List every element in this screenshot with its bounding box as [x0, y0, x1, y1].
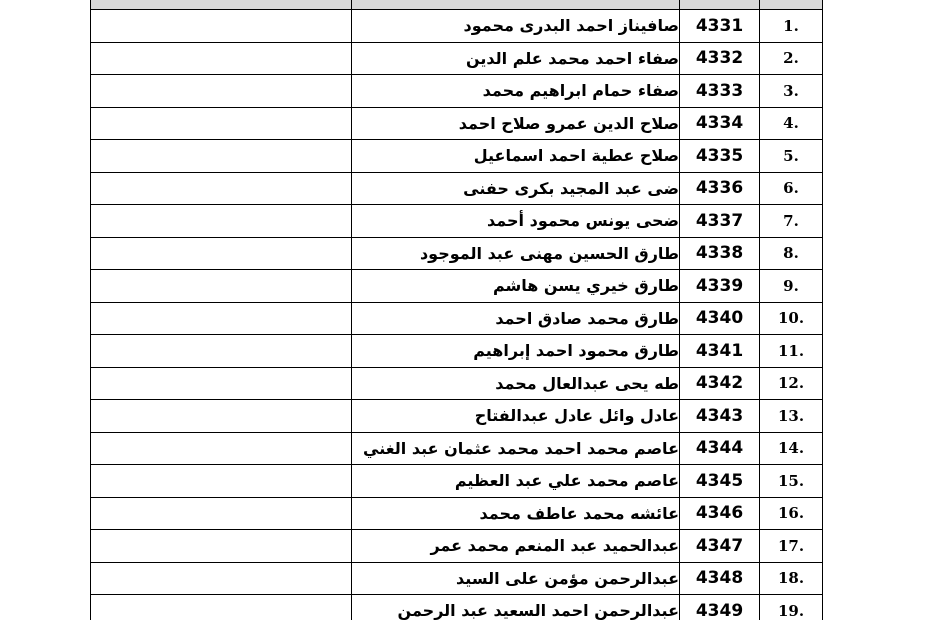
table-header-row — [91, 0, 823, 10]
notes-cell — [91, 205, 352, 238]
student-name: طارق محمد صادق احمد — [352, 302, 680, 335]
table-row — [91, 42, 823, 75]
table-row — [91, 400, 823, 433]
notes-cell — [91, 367, 352, 400]
table-row — [91, 205, 823, 238]
student-name: صفاء حمام ابراهيم محمد — [352, 75, 680, 108]
table-row — [91, 237, 823, 270]
header-cell-name — [352, 0, 680, 10]
notes-cell — [91, 270, 352, 303]
table-row — [91, 595, 823, 620]
student-code: 4333 — [680, 75, 760, 108]
table-row — [91, 140, 823, 173]
header-cell-notes — [91, 0, 352, 10]
student-code: 4342 — [680, 367, 760, 400]
student-code: 4344 — [680, 432, 760, 465]
table-row — [91, 107, 823, 140]
student-name: صلاح الدين عمرو صلاح احمد — [352, 107, 680, 140]
notes-cell — [91, 335, 352, 368]
table-row — [91, 75, 823, 108]
student-name: صفاء احمد محمد علم الدين — [352, 42, 680, 75]
notes-cell — [91, 237, 352, 270]
table-row — [91, 497, 823, 530]
student-name: عاصم محمد علي عبد العظيم — [352, 465, 680, 498]
student-name: صافيناز احمد البدرى محمود — [352, 10, 680, 43]
student-name: طه يحى عبدالعال محمد — [352, 367, 680, 400]
row-number: .18 — [760, 562, 823, 595]
student-code: 4334 — [680, 107, 760, 140]
table-row — [91, 10, 823, 43]
header-cell-code — [680, 0, 760, 10]
notes-cell — [91, 172, 352, 205]
notes-cell — [91, 75, 352, 108]
student-code: 4336 — [680, 172, 760, 205]
table-row — [91, 562, 823, 595]
student-name: صلاح عطية احمد اسماعيل — [352, 140, 680, 173]
row-number: .14 — [760, 432, 823, 465]
student-code: 4346 — [680, 497, 760, 530]
row-number: .12 — [760, 367, 823, 400]
student-name: ضى عبد المجيد بكرى حفنى — [352, 172, 680, 205]
row-number: .10 — [760, 302, 823, 335]
row-number: .7 — [760, 205, 823, 238]
notes-cell — [91, 302, 352, 335]
table-row — [91, 530, 823, 563]
notes-cell — [91, 465, 352, 498]
student-name: عاصم محمد احمد محمد عثمان عبد الغني — [352, 432, 680, 465]
student-code: 4343 — [680, 400, 760, 433]
student-name: عادل وائل عادل عبدالفتاح — [352, 400, 680, 433]
notes-cell — [91, 595, 352, 620]
student-roster-table — [90, 0, 823, 620]
row-number: .13 — [760, 400, 823, 433]
notes-cell — [91, 432, 352, 465]
student-name: عبدالرحمن احمد السعيد عبد الرحمن — [352, 595, 680, 620]
student-code: 4348 — [680, 562, 760, 595]
student-name: عبدالرحمن مؤمن على السيد — [352, 562, 680, 595]
header-cell-number — [760, 0, 823, 10]
row-number: .1 — [760, 10, 823, 43]
table-row — [91, 270, 823, 303]
table-row — [91, 367, 823, 400]
row-number: .4 — [760, 107, 823, 140]
row-number: .11 — [760, 335, 823, 368]
table-row — [91, 335, 823, 368]
student-code: 4335 — [680, 140, 760, 173]
student-name: ضحى يونس محمود أحمد — [352, 205, 680, 238]
roster-body — [91, 10, 823, 620]
student-code: 4340 — [680, 302, 760, 335]
table-row — [91, 302, 823, 335]
notes-cell — [91, 10, 352, 43]
row-number: .2 — [760, 42, 823, 75]
table-row — [91, 465, 823, 498]
notes-cell — [91, 562, 352, 595]
notes-cell — [91, 400, 352, 433]
student-code: 4347 — [680, 530, 760, 563]
row-number: .6 — [760, 172, 823, 205]
row-number: .8 — [760, 237, 823, 270]
row-number: .3 — [760, 75, 823, 108]
student-name: عبدالحميد عبد المنعم محمد عمر — [352, 530, 680, 563]
table-row — [91, 432, 823, 465]
notes-cell — [91, 42, 352, 75]
student-code: 4341 — [680, 335, 760, 368]
row-number: .15 — [760, 465, 823, 498]
student-code: 4349 — [680, 595, 760, 620]
table-row — [91, 172, 823, 205]
student-code: 4332 — [680, 42, 760, 75]
student-code: 4338 — [680, 237, 760, 270]
student-code: 4337 — [680, 205, 760, 238]
student-name: عائشه محمد عاطف محمد — [352, 497, 680, 530]
row-number: .19 — [760, 595, 823, 620]
notes-cell — [91, 530, 352, 563]
row-number: .17 — [760, 530, 823, 563]
notes-cell — [91, 140, 352, 173]
row-number: .16 — [760, 497, 823, 530]
student-name: طارق محمود احمد إبراهيم — [352, 335, 680, 368]
student-name: طارق الحسين مهنى عبد الموجود — [352, 237, 680, 270]
row-number: .5 — [760, 140, 823, 173]
student-code: 4331 — [680, 10, 760, 43]
notes-cell — [91, 107, 352, 140]
student-code: 4339 — [680, 270, 760, 303]
notes-cell — [91, 497, 352, 530]
student-name: طارق خيري يسن هاشم — [352, 270, 680, 303]
student-code: 4345 — [680, 465, 760, 498]
row-number: .9 — [760, 270, 823, 303]
